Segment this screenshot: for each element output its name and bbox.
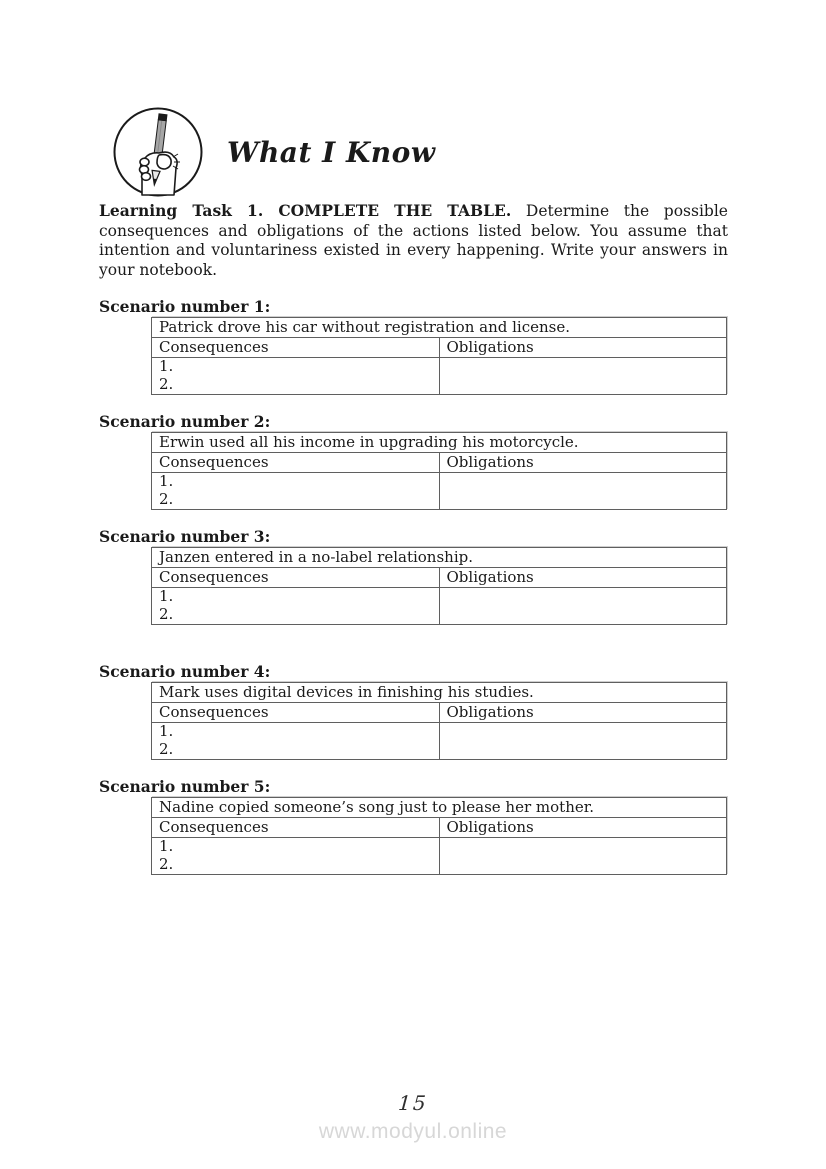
hand-holding-pencil-icon: [113, 107, 203, 197]
consequences-answer-cell: [152, 838, 440, 875]
obligations-answer-cell: [439, 473, 727, 510]
scenario-1: [99, 298, 728, 395]
consequences-header: Consequences: [152, 568, 440, 588]
answer-line-1: 1.: [159, 472, 174, 490]
scenario-1-statement: Patrick drove his car without registration and license.: [152, 318, 727, 338]
scenario-2: [99, 413, 728, 510]
obligations-answer-cell: [439, 358, 727, 395]
scenario-5-heading: Scenario number 5:: [99, 777, 271, 796]
scenario-5-statement: Nadine copied someone’s song just to please her mother.: [152, 798, 727, 818]
watermark: www.modyul.online: [318, 1120, 508, 1143]
answer-line-2: 2.: [159, 374, 174, 393]
scenario-4: [99, 663, 728, 760]
scenario-1-table: [151, 317, 727, 395]
scenario-3-heading: Scenario number 3:: [99, 527, 271, 546]
answer-line-2: 2.: [159, 604, 174, 623]
scenario-3-statement: Janzen entered in a no-label relationship.: [152, 548, 727, 568]
scenario-2-statement: Erwin used all his income in upgrading his motorcycle.: [152, 433, 727, 453]
page-number: 15: [397, 1091, 429, 1115]
task-description: Determine the possible consequences and obligations of the actions listed below. You assume that intention and voluntariness existed in every happening. Write your answers in your notebook.: [99, 202, 728, 279]
answer-line-2: 2.: [159, 489, 174, 508]
scenario-4-heading: Scenario number 4:: [99, 662, 271, 681]
consequences-header: Consequences: [152, 703, 440, 723]
answer-line-1: 1.: [159, 837, 174, 855]
obligations-header: Obligations: [439, 338, 727, 358]
scenario-1-heading: Scenario number 1:: [99, 297, 271, 316]
obligations-answer-cell: [439, 723, 727, 760]
scenario-4-statement: Mark uses digital devices in finishing his studies.: [152, 683, 727, 703]
obligations-header: Obligations: [439, 703, 727, 723]
obligations-answer-cell: [439, 838, 727, 875]
task-instructions: [99, 201, 728, 280]
answer-line-2: 2.: [159, 854, 174, 873]
scenario-3: [99, 528, 728, 625]
scenario-2-table: [151, 432, 727, 510]
consequences-header: Consequences: [152, 453, 440, 473]
scenario-5: [99, 778, 728, 875]
answer-line-2: 2.: [159, 739, 174, 758]
obligations-answer-cell: [439, 588, 727, 625]
obligations-header: Obligations: [439, 568, 727, 588]
scenario-2-heading: Scenario number 2:: [99, 412, 271, 431]
page-title: What I Know: [227, 135, 436, 169]
consequences-answer-cell: [152, 473, 440, 510]
answer-line-1: 1.: [159, 357, 174, 375]
scenario-5-table: [151, 797, 727, 875]
consequences-answer-cell: [152, 358, 440, 395]
answer-line-1: 1.: [159, 587, 174, 605]
obligations-header: Obligations: [439, 453, 727, 473]
consequences-header: Consequences: [152, 338, 440, 358]
content: [99, 201, 728, 875]
consequences-answer-cell: [152, 588, 440, 625]
obligations-header: Obligations: [439, 818, 727, 838]
answer-line-1: 1.: [159, 722, 174, 740]
consequences-answer-cell: [152, 723, 440, 760]
consequences-header: Consequences: [152, 818, 440, 838]
section-header: [113, 107, 435, 197]
scenario-4-table: [151, 682, 727, 760]
task-label: Learning Task 1. COMPLETE THE TABLE.: [99, 201, 512, 220]
scenario-3-table: [151, 547, 727, 625]
